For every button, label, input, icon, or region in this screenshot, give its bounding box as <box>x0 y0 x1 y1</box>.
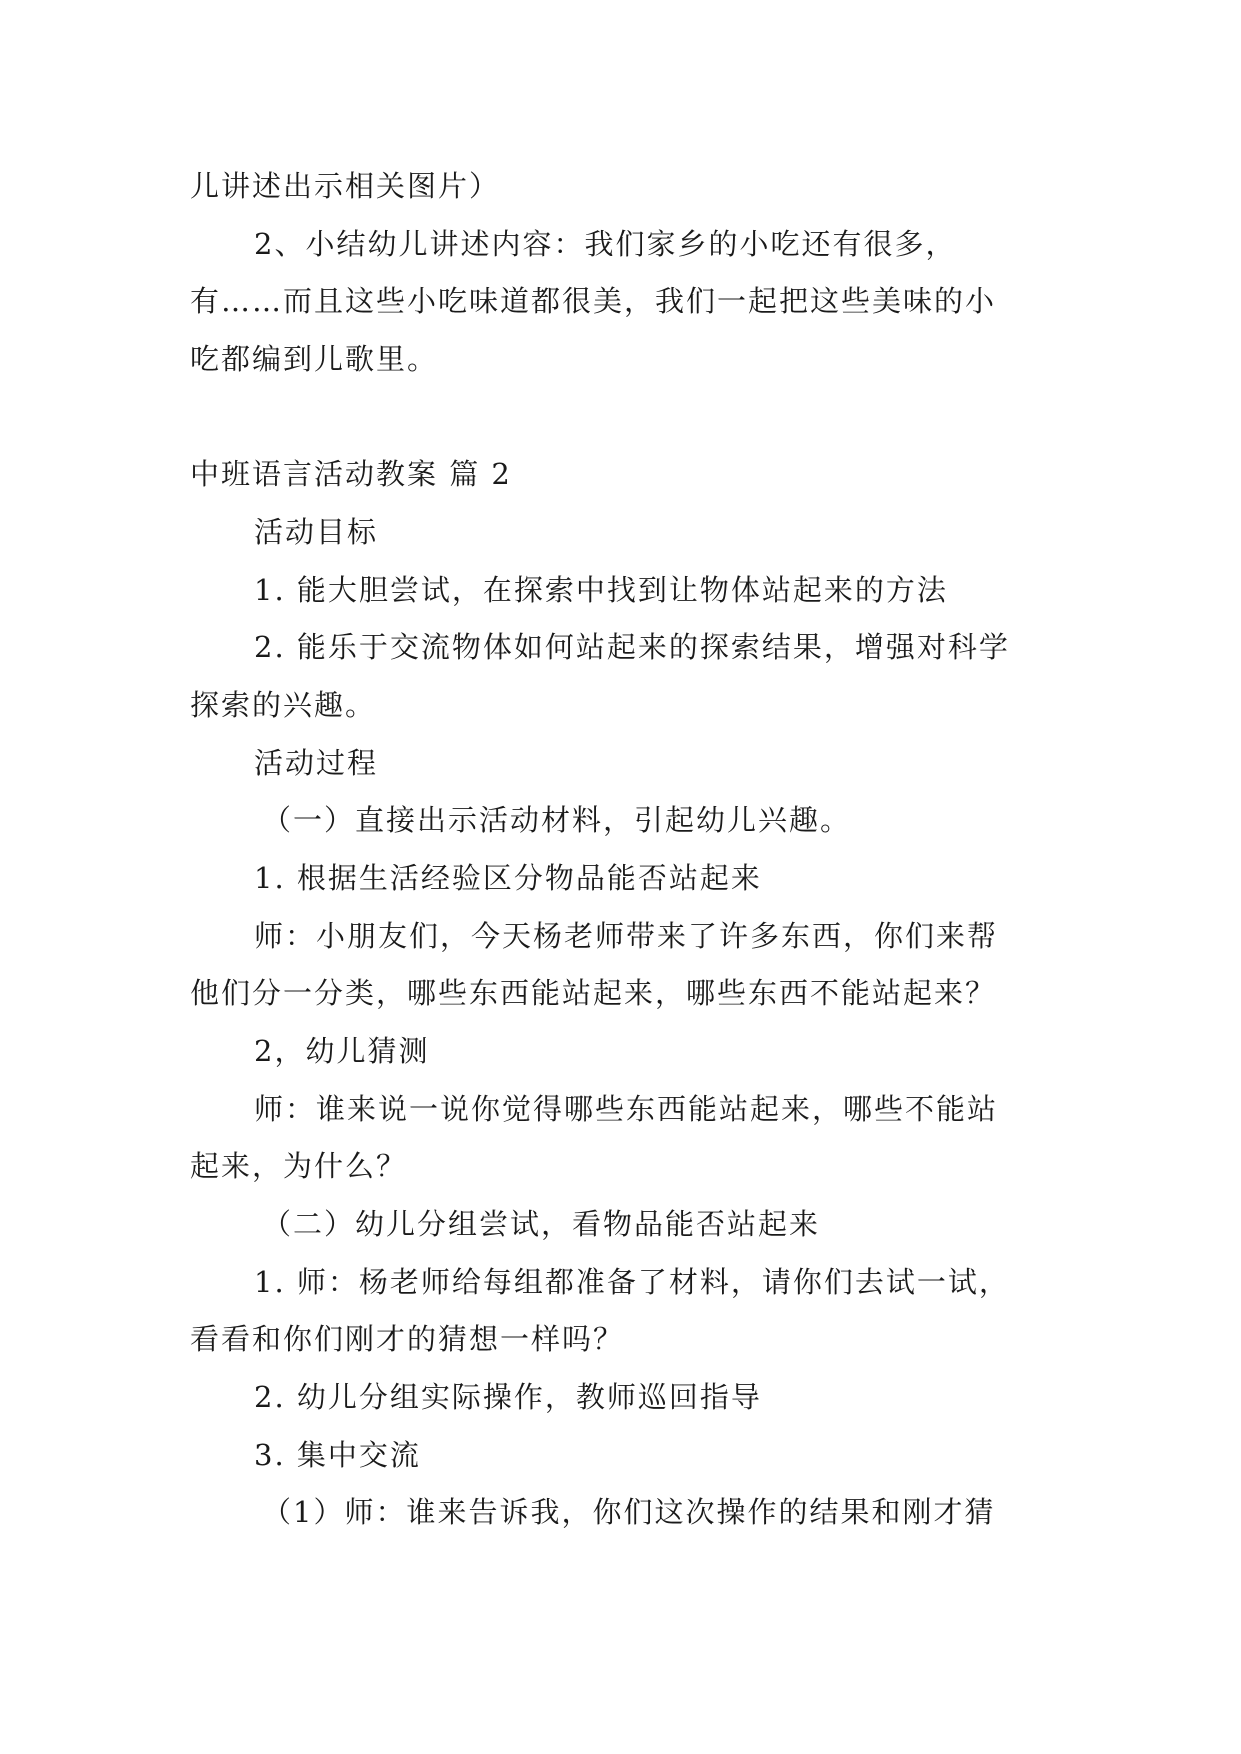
process-heading: 活动过程 <box>254 746 379 780</box>
dialogue-line: 师：谁来说一说你觉得哪些东西能站起来，哪些不能站 <box>254 1092 999 1126</box>
dialogue-line: 他们分一分类，哪些东西能站起来，哪些东西不能站起来？ <box>190 976 997 1010</box>
step-item: 1. 师：杨老师给每组都准备了材料，请你们去试一试， <box>254 1265 1010 1299</box>
section-title: 中班语言活动教案 篇 2 <box>190 457 512 491</box>
dialogue-line: 起来，为什么？ <box>190 1149 408 1183</box>
step-subitem: （1）师：谁来告诉我，你们这次操作的结果和刚才猜 <box>262 1495 996 1529</box>
paragraph-line: 吃都编到儿歌里。 <box>190 342 439 376</box>
paragraph-line: 2、小结幼儿讲述内容：我们家乡的小吃还有很多， <box>254 227 957 261</box>
step-heading: （二）幼儿分组尝试，看物品能否站起来 <box>262 1207 821 1241</box>
step-item: 3. 集中交流 <box>254 1438 421 1472</box>
dialogue-line: 师：小朋友们，今天杨老师带来了许多东西，你们来帮 <box>254 919 999 953</box>
paragraph-line: 儿讲述出示相关图片） <box>190 169 501 203</box>
goal-item-continued: 探索的兴趣。 <box>190 688 377 722</box>
step-heading: （一）直接出示活动材料，引起幼儿兴趣。 <box>262 803 852 837</box>
step-item: 2，幼儿猜测 <box>254 1034 430 1068</box>
step-item: 1. 根据生活经验区分物品能否站起来 <box>254 861 762 895</box>
step-item-continued: 看看和你们刚才的猜想一样吗？ <box>190 1322 625 1356</box>
goal-item: 1. 能大胆尝试，在探索中找到让物体站起来的方法 <box>254 573 948 607</box>
goals-heading: 活动目标 <box>254 515 379 549</box>
step-item: 2. 幼儿分组实际操作，教师巡回指导 <box>254 1380 762 1414</box>
goal-item: 2. 能乐于交流物体如何站起来的探索结果，增强对科学 <box>254 630 1010 664</box>
paragraph-line: 有……而且这些小吃味道都很美，我们一起把这些美味的小 <box>190 284 997 318</box>
